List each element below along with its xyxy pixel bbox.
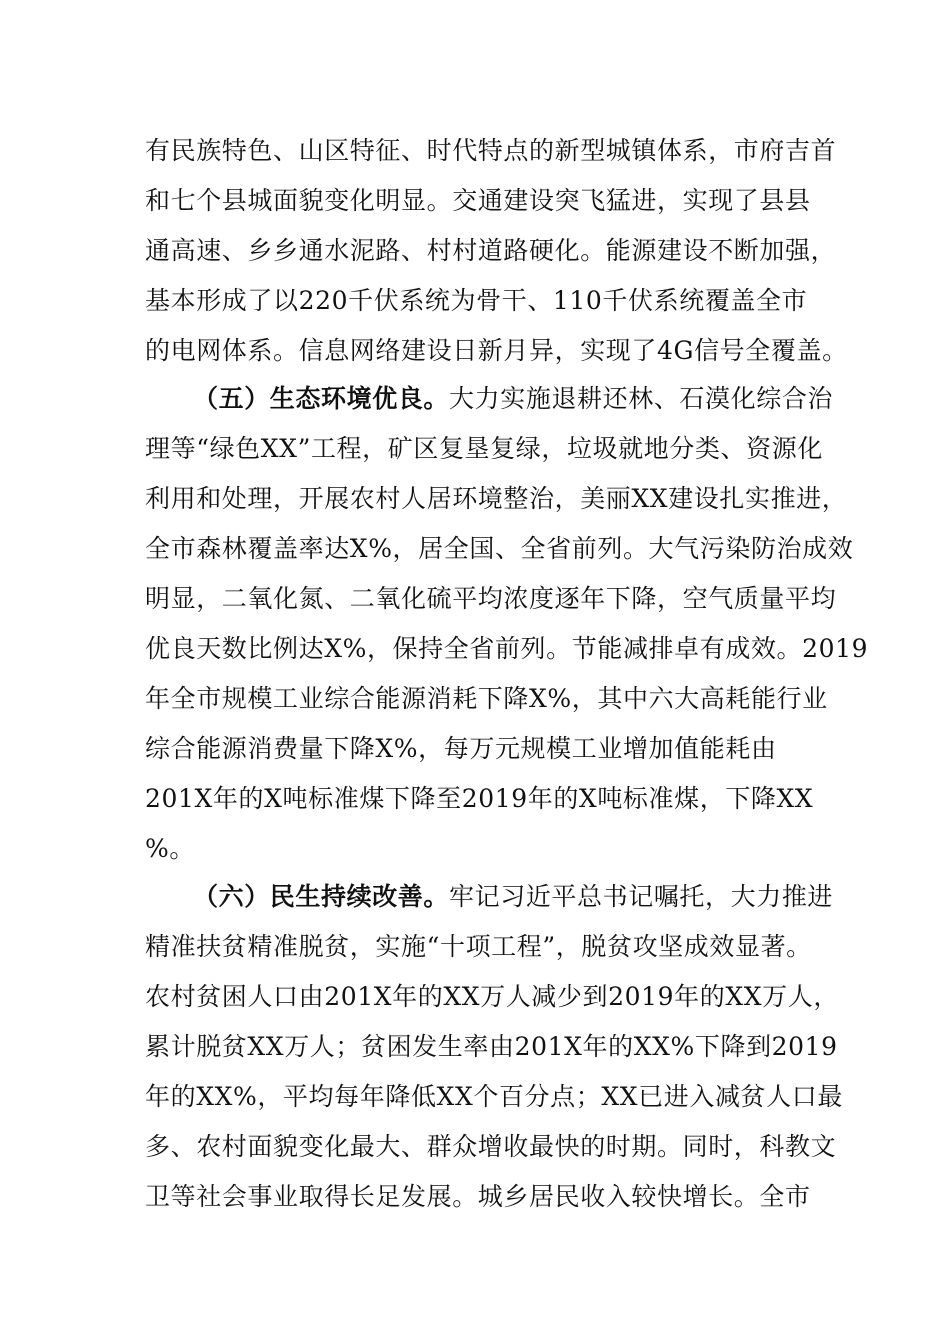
- text-line: 的电网体系。信息网络建设日新月异，实现了4G信号全覆盖。: [145, 336, 848, 365]
- section-6-heading: （六）民生持续改善。: [193, 882, 450, 911]
- text-line: 综合能源消费量下降X%，每万元规模工业增加值能耗由: [145, 734, 777, 763]
- text-line: 精准扶贫精准脱贫，实施“十项工程”，脱贫攻坚成效显著。: [145, 932, 812, 961]
- section-6-first-line: [193, 872, 834, 922]
- section-5-heading: （五）生态环境优良。: [193, 384, 450, 413]
- text-line: 有民族特色、山区特征、时代特点的新型城镇体系，市府吉首: [145, 136, 837, 165]
- section-6-first-line-text: 牢记习近平总书记嘱托，大力推进: [449, 882, 834, 911]
- text-line: 基本形成了以220千伏系统为骨干、110千伏系统覆盖全市: [145, 286, 808, 315]
- text-line: 农村贫困人口由201X年的XX万人减少到2019年的XX万人，: [145, 982, 839, 1011]
- text-line: 卫等社会事业取得长足发展。城乡居民收入较快增长。全市: [145, 1182, 811, 1211]
- text-line: 年全市规模工业综合能源消耗下降X%，其中六大高耗能行业: [145, 684, 828, 713]
- text-line: %。: [145, 834, 195, 863]
- text-line: 通高速、乡乡通水泥路、村村道路硬化。能源建设不断加强，: [145, 236, 837, 265]
- text-line: 利用和处理，开展农村人居环境整治，美丽XX建设扎实推进，: [145, 484, 848, 513]
- text-line: 全市森林覆盖率达X%，居全国、全省前列。大气污染防治成效: [145, 534, 854, 563]
- text-line: 多、农村面貌变化最大、群众增收最快的时期。同时，科教文: [145, 1132, 837, 1161]
- text-line: 明显，二氧化氮、二氧化硫平均浓度逐年下降，空气质量平均: [145, 584, 837, 613]
- text-line: 年的XX%，平均每年降低XX个百分点；XX已进入减贫人口最: [145, 1082, 843, 1111]
- text-line: 累计脱贫XX万人；贫困发生率由201X年的XX%下降到2019: [145, 1032, 838, 1061]
- text-line: 理等“绿色XX”工程，矿区复垦复绿，垃圾就地分类、资源化: [145, 434, 823, 463]
- text-line: 和七个县城面貌变化明显。交通建设突飞猛进，实现了县县: [145, 186, 811, 215]
- text-line: 优良天数比例达X%，保持全省前列。节能减排卓有成效。2019: [145, 634, 869, 663]
- section-5-first-line-text: 大力实施退耕还林、石漠化综合治: [449, 384, 834, 413]
- section-5-first-line: [193, 374, 834, 424]
- text-line: 201X年的X吨标准煤下降至2019年的X吨标准煤，下降XX: [145, 784, 814, 813]
